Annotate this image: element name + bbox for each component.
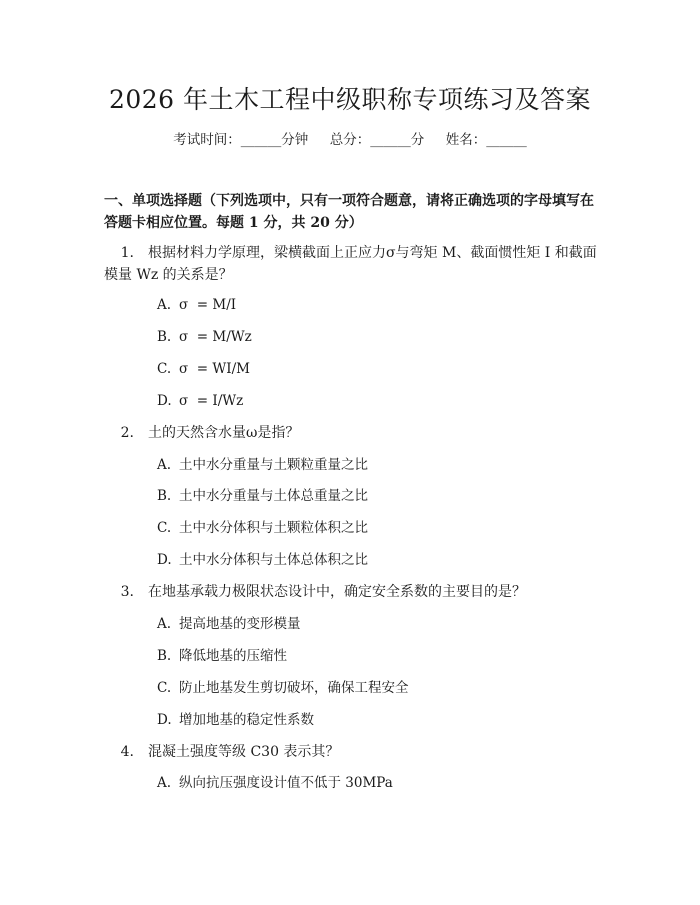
option-item xyxy=(157,678,409,698)
option-letter: D. xyxy=(157,552,172,568)
option-letter: C. xyxy=(157,520,172,536)
option-text: 土中水分重量与土体总重量之比 xyxy=(179,488,368,504)
option-item xyxy=(157,773,393,793)
option-item xyxy=(157,295,236,315)
option-letter: B. xyxy=(157,488,172,504)
option-item xyxy=(157,710,314,730)
option-text: σ = WI/M xyxy=(179,361,250,377)
option-item xyxy=(157,518,368,538)
document-title: 2026 年土木工程中级职称专项练习及答案 xyxy=(108,85,592,114)
option-letter: A. xyxy=(157,297,172,313)
option-item xyxy=(157,646,287,666)
question-number: 1. xyxy=(120,245,134,261)
option-text: σ = M/I xyxy=(179,297,237,313)
option-text: 土中水分重量与土颗粒重量之比 xyxy=(179,457,368,473)
option-text: 增加地基的稳定性系数 xyxy=(179,712,314,728)
option-item xyxy=(157,486,368,506)
option-letter: A. xyxy=(157,775,172,791)
option-item xyxy=(157,327,252,347)
exam-meta-line: 考试时间：______分钟 总分：______分 姓名：______ xyxy=(173,132,527,148)
option-text: 纵向抗压强度设计值不低于 30MPa xyxy=(179,775,393,791)
question-text: 土的天然含水量ω是指？ xyxy=(148,425,300,441)
option-text: σ = M/Wz xyxy=(179,329,252,345)
option-text: σ = I/Wz xyxy=(179,393,244,409)
question-4 xyxy=(104,741,604,763)
option-item xyxy=(157,391,243,411)
option-item xyxy=(157,550,368,570)
option-letter: D. xyxy=(157,393,172,409)
option-letter: D. xyxy=(157,712,172,728)
option-text: 防止地基发生剪切破坏，确保工程安全 xyxy=(179,680,409,696)
option-letter: A. xyxy=(157,457,172,473)
option-text: 土中水分体积与土体总体积之比 xyxy=(179,552,368,568)
question-text: 根据材料力学原理，梁横截面上正应力σ与弯矩 M、截面惯性矩 I 和截面模量 Wz 的关系是？ xyxy=(104,245,597,283)
option-text: 提高地基的变形模量 xyxy=(179,616,301,632)
option-item xyxy=(157,359,250,379)
option-letter: B. xyxy=(157,648,172,664)
question-text: 混凝土强度等级 C30 表示其？ xyxy=(148,744,340,760)
question-2 xyxy=(104,422,604,444)
option-item xyxy=(157,455,368,475)
option-letter: C. xyxy=(157,680,172,696)
question-3 xyxy=(104,581,604,603)
option-letter: C. xyxy=(157,361,172,377)
section-header: 一、单项选择题（下列选项中，只有一项符合题意，请将正确选项的字母填写在答题卡相应位置。每题 1 分，共 20 分） xyxy=(104,193,594,231)
option-text: 降低地基的压缩性 xyxy=(179,648,287,664)
option-letter: A. xyxy=(157,616,172,632)
question-number: 4. xyxy=(120,744,134,760)
question-1 xyxy=(104,242,604,286)
option-letter: B. xyxy=(157,329,172,345)
question-text: 在地基承载力极限状态设计中，确定安全系数的主要目的是？ xyxy=(148,584,526,600)
question-number: 2. xyxy=(120,425,134,441)
option-text: 土中水分体积与土颗粒体积之比 xyxy=(179,520,368,536)
option-item xyxy=(157,614,301,634)
question-number: 3. xyxy=(120,584,134,600)
